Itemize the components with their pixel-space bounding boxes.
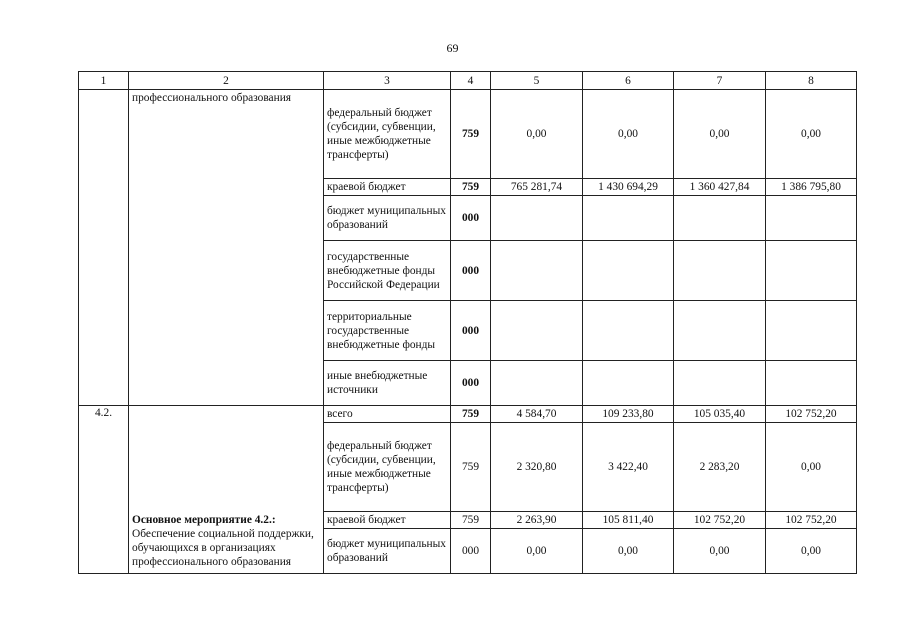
- value-col-8: 102 752,20: [766, 406, 857, 423]
- value-col-7: 102 752,20: [674, 512, 766, 529]
- funding-source: краевой бюджет: [324, 179, 451, 196]
- value-col-6: [583, 196, 674, 241]
- value-col-7: [674, 196, 766, 241]
- activity-description: Обеспечение социальной поддержки, обучающихся в организациях профессионального образования: [132, 528, 314, 568]
- budget-code: 000: [451, 529, 491, 574]
- header-col-6: 6: [583, 72, 674, 90]
- page-number: 69: [446, 41, 459, 55]
- value-col-8: 0,00: [766, 423, 857, 512]
- value-col-5: [491, 361, 583, 406]
- budget-code: 759: [451, 90, 491, 179]
- budget-code: 000: [451, 196, 491, 241]
- header-col-8: 8: [766, 72, 857, 90]
- activity-title: Основное мероприятие 4.2.:: [132, 514, 276, 526]
- value-col-5: 0,00: [491, 529, 583, 574]
- value-col-7: 0,00: [674, 90, 766, 179]
- value-col-7: [674, 361, 766, 406]
- value-col-6: 0,00: [583, 90, 674, 179]
- value-col-7: 105 035,40: [674, 406, 766, 423]
- value-col-6: [583, 301, 674, 361]
- funding-source: территориальные государственные внебюджетные фонды: [324, 301, 451, 361]
- table-row: [79, 406, 857, 423]
- row-number-cell: 4.2.: [79, 406, 129, 574]
- budget-code: 000: [451, 241, 491, 301]
- header-col-4: 4: [451, 72, 491, 90]
- header-col-5: 5: [491, 72, 583, 90]
- funding-source: бюджет муниципальных образований: [324, 196, 451, 241]
- value-col-5: 2 320,80: [491, 423, 583, 512]
- budget-table: [78, 71, 857, 574]
- value-col-5: 765 281,74: [491, 179, 583, 196]
- value-col-6: [583, 361, 674, 406]
- value-col-7: 1 360 427,84: [674, 179, 766, 196]
- value-col-8: [766, 196, 857, 241]
- funding-source: государственные внебюджетные фонды Российской Федерации: [324, 241, 451, 301]
- value-col-6: 105 811,40: [583, 512, 674, 529]
- value-col-5: 4 584,70: [491, 406, 583, 423]
- value-col-5: [491, 241, 583, 301]
- value-col-6: [583, 241, 674, 301]
- funding-source: федеральный бюджет (субсидии, субвенции, иные межбюджетные трансферты): [324, 90, 451, 179]
- table-row: [79, 90, 857, 179]
- funding-source: краевой бюджет: [324, 512, 451, 529]
- funding-source: всего: [324, 406, 451, 423]
- value-col-8: [766, 301, 857, 361]
- program-name-tail: профессионального образования: [129, 90, 324, 406]
- budget-code: 000: [451, 361, 491, 406]
- budget-code: 759: [451, 179, 491, 196]
- value-col-6: 1 430 694,29: [583, 179, 674, 196]
- activity-name-cell: [129, 406, 324, 574]
- value-col-8: 102 752,20: [766, 512, 857, 529]
- funding-source: бюджет муниципальных образований: [324, 529, 451, 574]
- value-col-8: 0,00: [766, 90, 857, 179]
- header-col-2: 2: [129, 72, 324, 90]
- header-col-1: 1: [79, 72, 129, 90]
- funding-source: федеральный бюджет (субсидии, субвенции, иные межбюджетные трансферты): [324, 423, 451, 512]
- value-col-8: 0,00: [766, 529, 857, 574]
- value-col-7: [674, 241, 766, 301]
- value-col-5: 0,00: [491, 90, 583, 179]
- budget-code: 759: [451, 406, 491, 423]
- header-col-3: 3: [324, 72, 451, 90]
- budget-code: 759: [451, 512, 491, 529]
- value-col-5: [491, 301, 583, 361]
- row-number-cell: [79, 90, 129, 406]
- value-col-7: [674, 301, 766, 361]
- value-col-5: [491, 196, 583, 241]
- value-col-6: 3 422,40: [583, 423, 674, 512]
- budget-code: 759: [451, 423, 491, 512]
- header-row: [79, 72, 857, 90]
- header-col-7: 7: [674, 72, 766, 90]
- value-col-7: 0,00: [674, 529, 766, 574]
- value-col-8: [766, 361, 857, 406]
- funding-source: иные внебюджетные источники: [324, 361, 451, 406]
- value-col-7: 2 283,20: [674, 423, 766, 512]
- value-col-5: 2 263,90: [491, 512, 583, 529]
- value-col-8: [766, 241, 857, 301]
- budget-code: 000: [451, 301, 491, 361]
- value-col-6: 0,00: [583, 529, 674, 574]
- value-col-6: 109 233,80: [583, 406, 674, 423]
- value-col-8: 1 386 795,80: [766, 179, 857, 196]
